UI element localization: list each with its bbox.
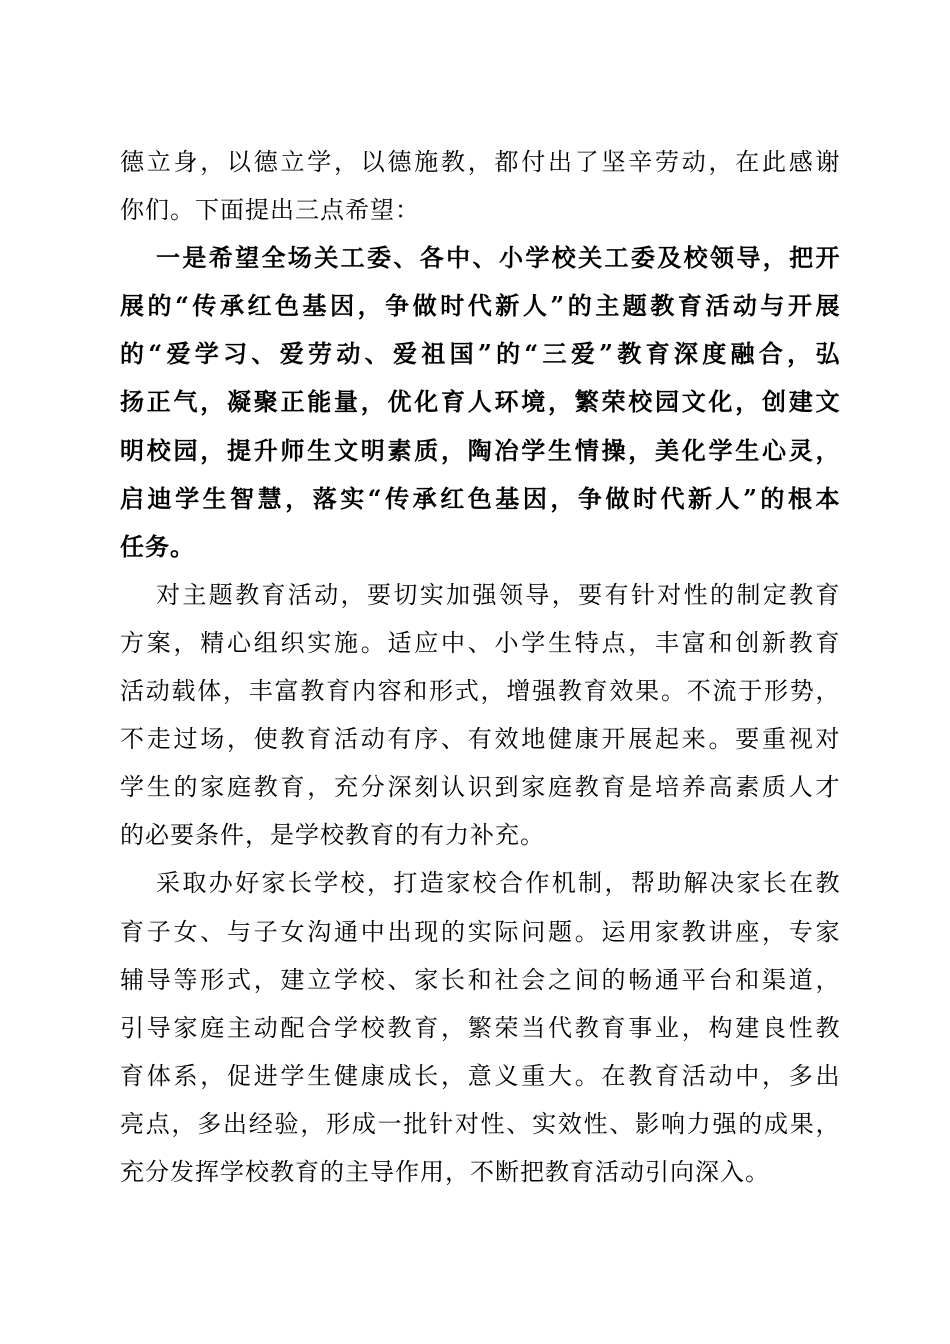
text-line: 亮点，多出经验，形成一批针对性、实效性、影响力强的成果，: [120, 1109, 840, 1138]
text-line: 的“爱学习、爱劳动、爱祖国”的“三爱”教育深度融合，弘: [120, 339, 840, 369]
text-line: 展的“传承红色基因，争做时代新人”的主题教育活动与开展: [120, 291, 840, 321]
text-line: 采取办好家长学校，打造家校合作机制，帮助解决家长在教: [156, 869, 840, 898]
text-line: 对主题教育活动，要切实加强领导，要有针对性的制定教育: [156, 580, 840, 609]
text-line: 引导家庭主动配合学校教育，繁荣当代教育事业，构建良性教: [120, 1013, 840, 1042]
text-line: 育体系，促进学生健康成长，意义重大。在教育活动中，多出: [120, 1061, 840, 1090]
text-line: 启迪学生智慧，落实“传承红色基因，争做时代新人”的根本: [120, 483, 840, 513]
text-line: 明校园，提升师生文明素质，陶冶学生情操，美化学生心灵，: [120, 435, 840, 465]
text-line: 辅导等形式，建立学校、家长和社会之间的畅通平台和渠道，: [120, 965, 840, 994]
text-line: 不走过场，使教育活动有序、有效地健康开展起来。要重视对: [120, 725, 840, 754]
text-line: 育子女、与子女沟通中出现的实际问题。运用家教讲座，专家: [120, 917, 840, 946]
body-text: [120, 138, 840, 1196]
text-line: 一是希望全场关工委、各中、小学校关工委及校领导，把开: [156, 243, 840, 273]
text-line: 的必要条件，是学校教育的有力补充。: [120, 821, 545, 850]
text-line: 充分发挥学校教育的主导作用，不断把教育活动引向深入。: [120, 1157, 770, 1186]
text-line: 活动载体，丰富教育内容和形式，增强教育效果。不流于形势，: [120, 677, 840, 706]
text-line: 扬正气，凝聚正能量，优化育人环境，繁荣校园文化，创建文: [120, 387, 840, 417]
text-line: 方案，精心组织实施。适应中、小学生特点，丰富和创新教育: [120, 628, 840, 657]
text-line: 学生的家庭教育，充分深刻认识到家庭教育是培养高素质人才: [120, 773, 840, 802]
text-line: 你们。下面提出三点希望：: [120, 196, 420, 225]
text-line: 德立身，以德立学，以德施教，都付出了坚辛劳动，在此感谢: [120, 148, 840, 176]
text-line: 任务。: [120, 531, 195, 561]
